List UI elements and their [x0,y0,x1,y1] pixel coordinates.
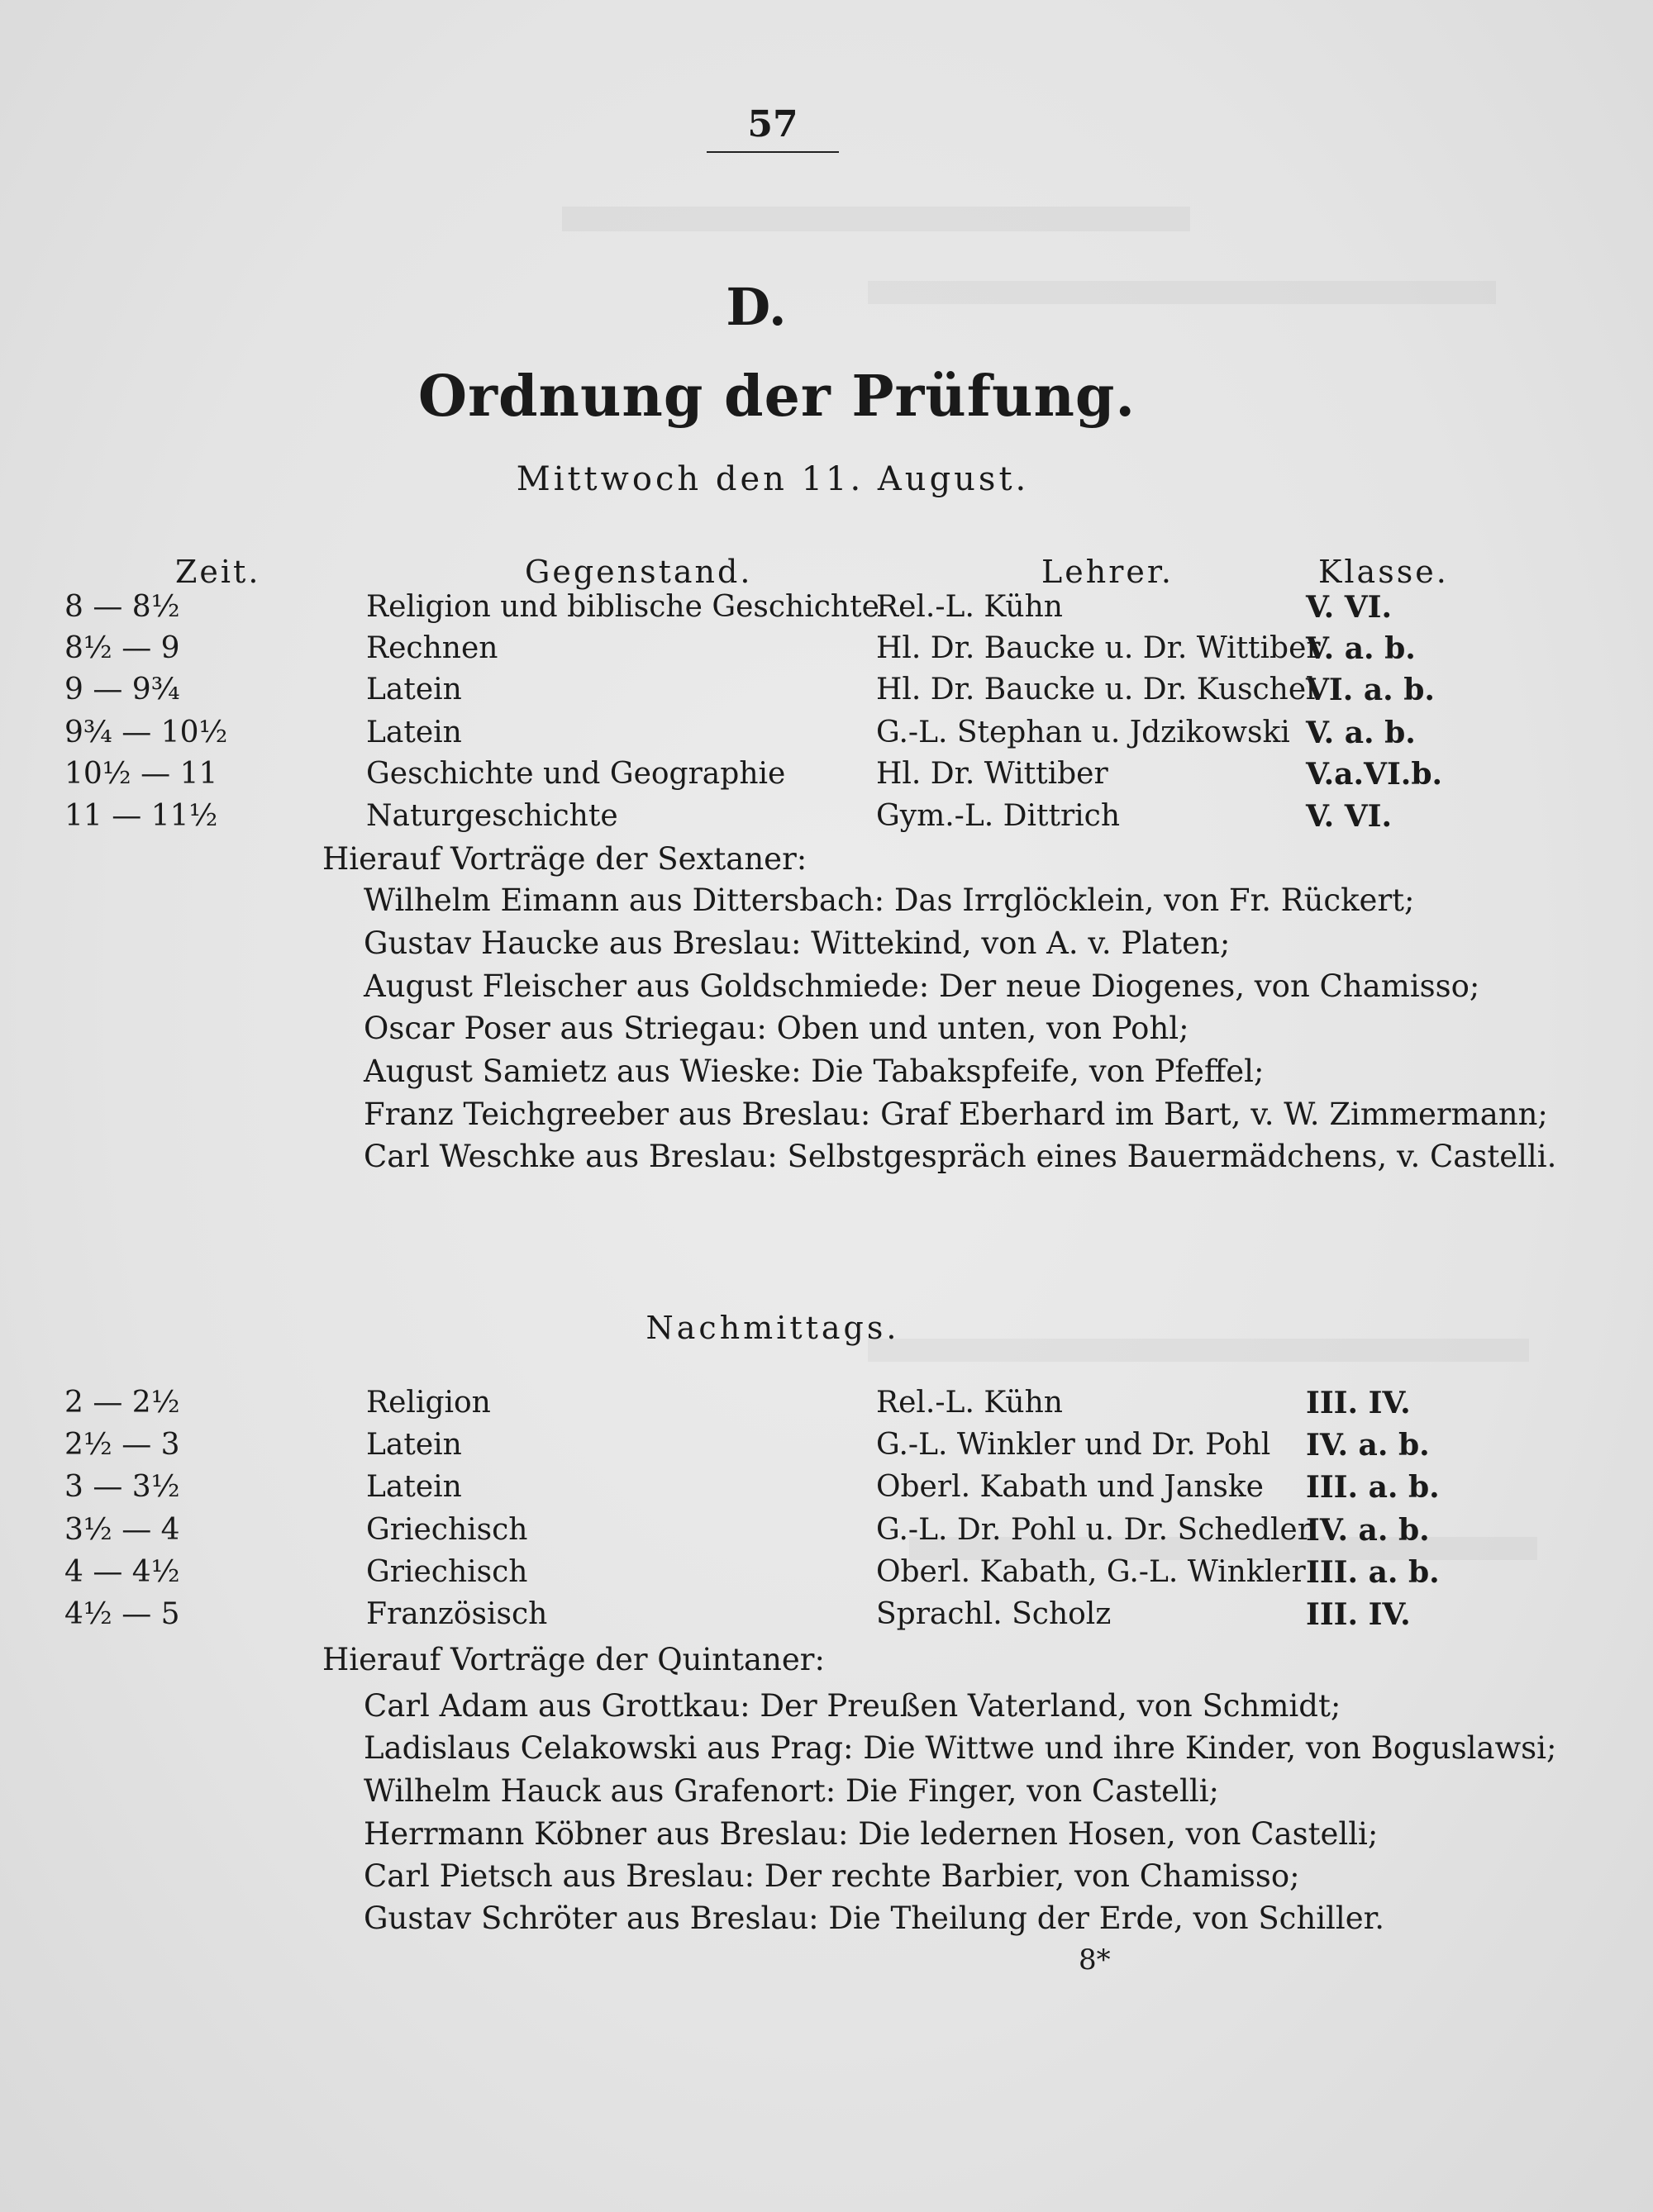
row-subject: Religion und biblische Geschichte [366,590,879,624]
row-subject: Latein [366,1428,462,1462]
row-teacher: G.-L. Winkler und Dr. Pohl [876,1428,1271,1462]
row-class: III. a. b. [1306,1555,1440,1590]
row-class: III. IV. [1306,1597,1411,1632]
row-teacher: G.-L. Dr. Pohl u. Dr. Schedler [876,1513,1312,1547]
list-item: August Fleischer aus Goldschmiede: Der neue Diogenes, von Chamisso; [364,968,1480,1004]
row-teacher: Oberl. Kabath, G.-L. Winkler [876,1555,1306,1589]
row-subject: Griechisch [366,1513,528,1547]
row-teacher: G.-L. Stephan u. Jdzikowski [876,716,1290,749]
quintaner-intro: Hierauf Vorträge der Quintaner: [322,1642,825,1677]
list-item: Franz Teichgreeber aus Breslau: Graf Eberhard im Bart, v. W. Zimmermann; [364,1096,1548,1132]
header-subject: Gegenstand. [525,554,753,590]
list-item: Carl Weschke aus Breslau: Selbstgespräch eines Bauermädchens, v. Castelli. [364,1139,1557,1174]
row-time: 4 — 4½ [64,1555,180,1589]
header-teacher: Lehrer. [1041,554,1174,590]
row-class: V. VI. [1306,799,1393,834]
row-time: 8½ — 9 [64,631,180,665]
row-time: 11 — 11½ [64,799,218,833]
row-subject: Geschichte und Geographie [366,757,786,791]
row-subject: Latein [366,716,462,749]
row-class: V. a. b. [1306,631,1416,666]
row-class: V. VI. [1306,590,1393,625]
row-teacher: Oberl. Kabath und Janske [876,1470,1264,1504]
row-class: IV. a. b. [1306,1513,1430,1548]
row-class: V. a. b. [1306,716,1416,750]
row-time: 2½ — 3 [64,1428,180,1462]
row-subject: Naturgeschichte [366,799,618,833]
row-class: III. IV. [1306,1386,1411,1420]
header-class: Klasse. [1318,554,1449,590]
row-subject: Religion [366,1386,491,1420]
row-teacher: Rel.-L. Kühn [876,1386,1063,1420]
row-time: 9¾ — 10½ [64,716,228,749]
header-time: Zeit. [175,554,261,590]
row-teacher: Sprachl. Scholz [876,1597,1112,1631]
row-time: 2 — 2½ [64,1386,180,1420]
row-time: 3½ — 4 [64,1513,180,1547]
afternoon-heading: Nachmittags. [645,1310,900,1346]
signature-mark: 8* [1079,1943,1111,1977]
row-class: VI. a. b. [1306,673,1435,707]
row-subject: Rechnen [366,631,498,665]
row-time: 4½ — 5 [64,1597,180,1631]
row-subject: Latein [366,673,462,706]
row-class: V.a.VI.b. [1306,757,1443,792]
section-letter: D. [726,277,787,337]
row-class: III. a. b. [1306,1470,1440,1505]
row-subject: Latein [366,1470,462,1504]
row-class: IV. a. b. [1306,1428,1430,1463]
list-item: Gustav Schröter aus Breslau: Die Theilung der Erde, von Schiller. [364,1900,1385,1936]
list-item: Gustav Haucke aus Breslau: Wittekind, von A. v. Platen; [364,925,1231,961]
page-number-rule [707,151,839,153]
row-subject: Französisch [366,1597,548,1631]
row-subject: Griechisch [366,1555,528,1589]
list-item: Herrmann Köbner aus Breslau: Die ledernen Hosen, von Castelli; [364,1816,1379,1852]
list-item: August Samietz aus Wieske: Die Tabakspfeife, von Pfeffel; [364,1054,1265,1089]
row-teacher: Hl. Dr. Wittiber [876,757,1108,791]
bleed-through-shadow [562,207,1190,231]
row-teacher: Hl. Dr. Baucke u. Dr. Wittiber [876,631,1321,665]
day-heading: Mittwoch den 11. August. [516,460,1030,498]
row-teacher: Rel.-L. Kühn [876,590,1063,624]
row-time: 3 — 3½ [64,1470,180,1504]
row-time: 8 — 8½ [64,590,180,624]
list-item: Oscar Poser aus Striegau: Oben und unten, von Pohl; [364,1011,1189,1046]
list-item: Carl Adam aus Grottkau: Der Preußen Vaterland, von Schmidt; [364,1688,1341,1724]
page-title: Ordnung der Prüfung. [417,364,1136,430]
list-item: Carl Pietsch aus Breslau: Der rechte Barbier, von Chamisso; [364,1858,1300,1894]
list-item: Wilhelm Eimann aus Dittersbach: Das Irrglöcklein, von Fr. Rückert; [364,882,1415,918]
list-item: Wilhelm Hauck aus Grafenort: Die Finger, von Castelli; [364,1773,1220,1809]
row-teacher: Hl. Dr. Baucke u. Dr. Kuschel [876,673,1316,706]
row-time: 10½ — 11 [64,757,218,791]
row-teacher: Gym.-L. Dittrich [876,799,1121,833]
sextaner-intro: Hierauf Vorträge der Sextaner: [322,841,807,877]
page-number: 57 [747,103,798,145]
list-item: Ladislaus Celakowski aus Prag: Die Wittwe und ihre Kinder, von Boguslawsi; [364,1730,1557,1766]
row-time: 9 — 9¾ [64,673,180,706]
